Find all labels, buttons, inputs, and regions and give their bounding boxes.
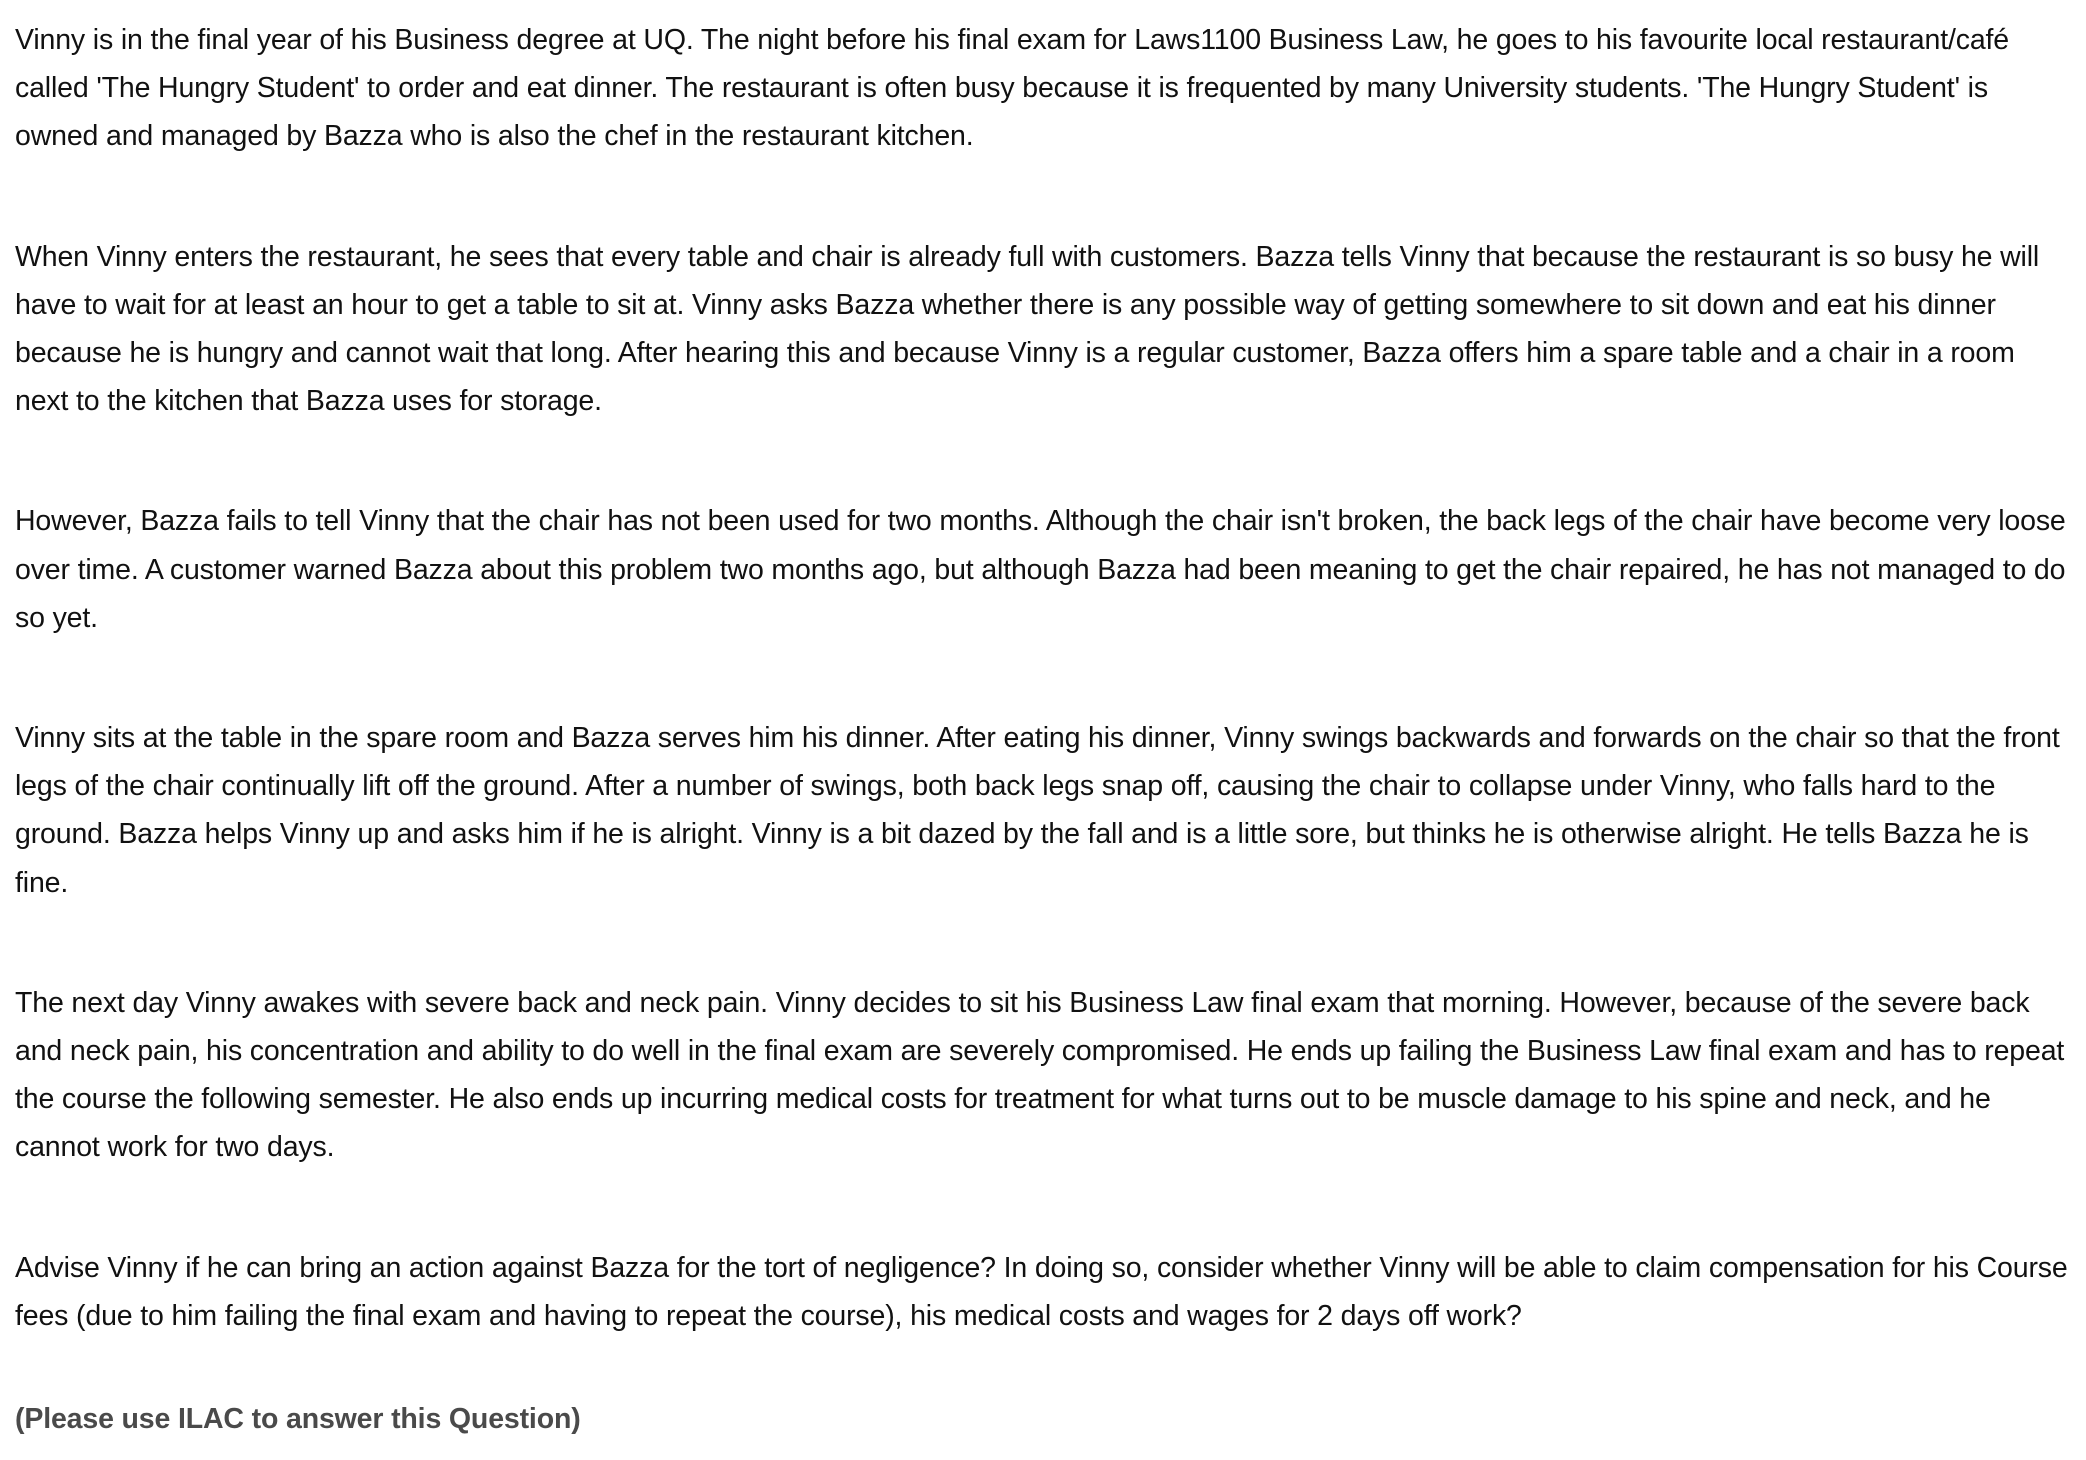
question-paragraph-5: The next day Vinny awakes with severe back and neck pain. Vinny decides to sit his Business Law final exam that morning. However, because of the severe back and neck pain, his concentration and ability to do well in the final exam are severely compromised. He ends up failing the Business Law final exam and has to repeat the course the following semester. He also ends up incurring medical costs for treatment for what turns out to be muscle damage to his spine and neck, and he cannot work for two days. — [15, 986, 2065, 1164]
question-paragraph-4: Vinny sits at the table in the spare room and Bazza serves him his dinner. After eating his dinner, Vinny swings backwards and forwards on the chair so that the front legs of the chair continually lift off the ground. After a number of swings, both back legs snap off, causing the chair to collapse under Vinny, who falls hard to the ground. Bazza helps Vinny up and asks him if he is alright. Vinny is a bit dazed by the fall and is a little sore, but thinks he is otherwise alright. He tells Bazza he is fine. — [15, 722, 2060, 899]
question-paragraph-1: Vinny is in the final year of his Business degree at UQ. The night before his final exam for Laws1100 Business Law, he goes to his favourite local restaurant/café called 'The Hungry Student' to order and eat dinner. The restaurant is often busy because it is frequented by many University students. 'The Hungry Student' is owned and managed by Bazza who is also the chef in the restaurant kitchen. — [15, 24, 2010, 153]
question-paragraph-3: However, Bazza fails to tell Vinny that the chair has not been used for two months. Although the chair isn't broken, the back legs of the chair have become very loose over time. A customer warned Bazza about this problem two months ago, but although Bazza had been meaning to get the chair repaired, he has not managed to do so yet. — [15, 505, 2066, 634]
question-text — [15, 16, 2075, 1443]
question-paragraph-2: When Vinny enters the restaurant, he sees that every table and chair is already full with customers. Bazza tells Vinny that because the restaurant is so busy he will have to wait for at least an hour to get a table to sit at. Vinny asks Bazza whether there is any possible way of getting somewhere to sit down and eat his dinner because he is hungry and cannot wait that long. After hearing this and because Vinny is a regular customer, Bazza offers him a spare table and a chair in a room next to the kitchen that Bazza uses for storage. — [15, 240, 2040, 418]
answer-instruction: (Please use ILAC to answer this Question) — [15, 1403, 581, 1436]
question-paragraph-6: Advise Vinny if he can bring an action against Bazza for the tort of negligence? In doing so, consider whether Vinny will be able to claim compensation for his Course fees (due to him failing the final exam and having to repeat the course), his medical costs and wages for 2 days off work? — [15, 1251, 2068, 1332]
